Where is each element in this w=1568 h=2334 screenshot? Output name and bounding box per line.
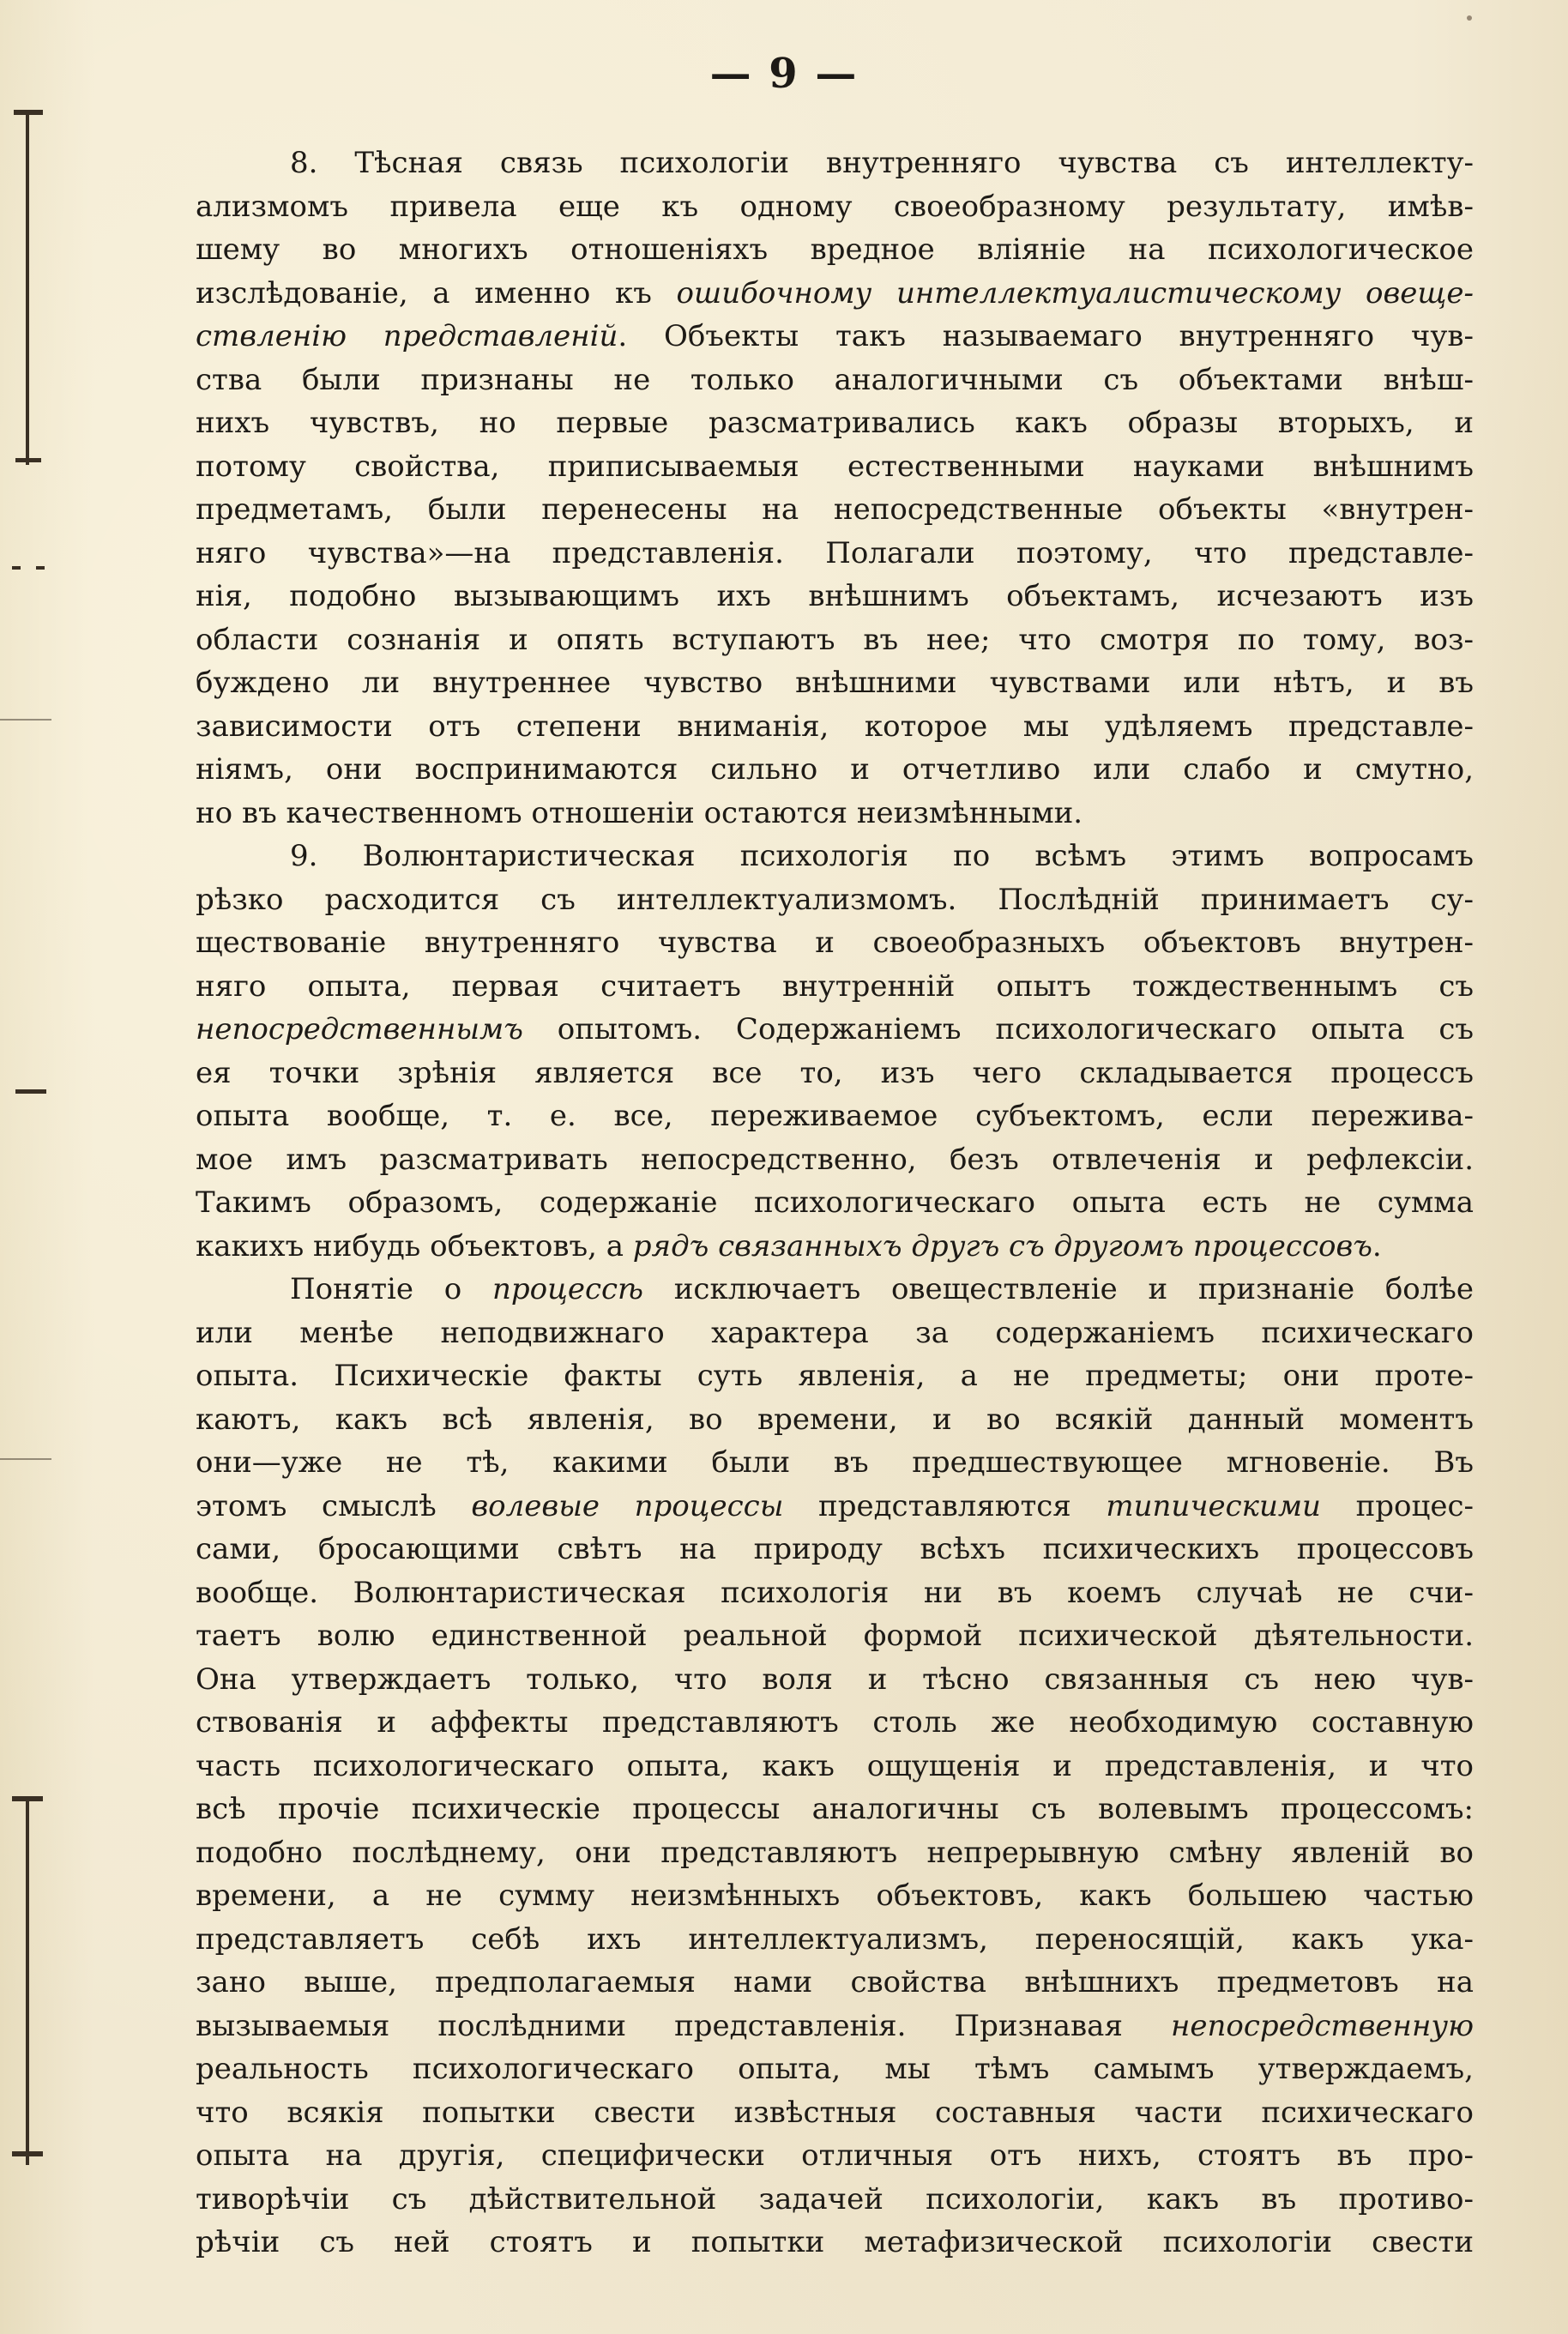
text-line [196,2221,1474,2265]
text-line [196,228,1474,272]
text-line [196,1138,1474,1182]
line-text: мое имъ разсматривать непосредственно, безъ отвлеченія и рефлексіи. [196,1142,1474,1177]
text-line [196,835,1474,878]
binding-mark [26,1796,29,2165]
line-text: 8. Тѣсная связь психологіи внутренняго чувства съ интеллекту- [290,146,1474,180]
line-text: реальность психологическаго опыта, мы тѣмъ самымъ утверждаемъ, [196,2052,1474,2086]
text-line [196,1441,1474,1485]
line-text: вообще. Волюнтаристическая психологія ни въ коемъ случаѣ не счи- [196,1575,1474,1610]
text-line [196,488,1474,532]
text-line [196,1918,1474,1962]
line-text: представляетъ себѣ ихъ интеллектуализмъ, переносящій, какъ ука- [196,1921,1474,1957]
text-line [196,272,1474,316]
text-line [196,1008,1474,1052]
text-line [196,401,1474,445]
binding-mark [0,1458,51,1460]
line-text: представляются [783,1488,1107,1523]
text-line [196,1874,1474,1918]
line-text: вызываемыя послѣдними представленія. Признавая [196,2008,1171,2043]
paragraph-p10 [196,1268,1474,2265]
text-line [196,661,1474,705]
line-text: опыта на другія, специфически отличныя отъ нихъ, стоятъ въ про- [196,2138,1474,2173]
italic-emphasis: процессѣ [492,1272,644,1306]
text-line [196,1181,1474,1225]
text-line [196,748,1474,792]
text-line [196,965,1474,1009]
line-text: опыта вообще, т. е. все, переживаемое субъектомъ, если пережива- [196,1099,1474,1133]
text-line [196,1485,1474,1529]
text-line [196,1831,1474,1875]
text-line [196,1312,1474,1355]
line-text: нихъ чувствъ, но первые разсматривались какъ образы вторыхъ, и [196,406,1474,440]
line-text: ніямъ, они воспринимаются сильно и отчетливо или слабо и смутно, [196,752,1474,787]
text-line [196,1095,1474,1138]
line-text: предметамъ, были перенесены на непосредственные объекты «внутрен- [196,492,1474,527]
line-text: времени, а не сумму неизмѣнныхъ объектовъ, какъ большею частью [196,1879,1474,1913]
line-text: ществованіе внутренняго чувства и своеобразныхъ объектовъ внутрен- [196,926,1474,960]
line-text: области сознанія и опять вступаютъ въ нее; что смотря по тому, воз- [196,622,1474,657]
text-line [196,1528,1474,1571]
text-line [196,142,1474,185]
text-line [196,1571,1474,1615]
text-line [196,1398,1474,1442]
line-text: потому свойства, приписываемыя естественными науками внѣшнимъ [196,449,1474,484]
binding-mark [15,1089,46,1094]
line-text: процес- [1320,1488,1474,1523]
text-line [196,532,1474,576]
binding-mark [12,2151,43,2156]
text-line [196,1052,1474,1095]
text-line [196,1225,1474,1269]
paragraph-p8 [196,142,1474,835]
line-text: они—уже не тѣ, какими были въ предшествующее мгновеніе. Въ [196,1445,1474,1480]
line-text: или менѣе неподвижнаго характера за содержаніемъ психическаго [196,1315,1474,1350]
text-line [196,1268,1474,1312]
text-line [196,315,1474,359]
binding-mark [12,1796,43,1801]
text-line [196,1961,1474,2005]
text-line [196,1745,1474,1788]
page-number: — 9 — [709,50,859,98]
line-text: что всякія попытки свести извѣстныя составныя части психическаго [196,2095,1474,2130]
line-text: буждено ли внутреннее чувство внѣшними чувствами или нѣтъ, и въ [196,666,1474,700]
line-text: рѣзко расходится съ интеллектуализмомъ. Послѣдній принимаетъ су- [196,882,1474,917]
line-text: рѣчіи съ ней стоятъ и попытки метафизической психологіи свести [196,2225,1474,2259]
text-line [196,1354,1474,1398]
line-text: няго чувства»—на представленія. Полагали поэтому, что представле- [196,535,1474,570]
text-line [196,1658,1474,1702]
binding-mark [0,719,51,721]
text-line [196,185,1474,229]
text-line [196,1614,1474,1658]
line-text: изслѣдованіе, а именно къ [196,275,677,311]
line-text: . [1372,1228,1382,1263]
binding-mark [14,110,43,115]
body-text [196,142,1474,2265]
line-text: этомъ смыслѣ [196,1488,472,1523]
italic-emphasis: волевые процессы [471,1488,784,1523]
line-text: ства были признаны не только аналогичными съ объектами внѣш- [196,362,1474,397]
line-text: исключаетъ овеществленіе и признаніе болѣе [643,1272,1474,1306]
line-text: шему во многихъ отношеніяхъ вредное вліяніе на психологическое [196,232,1474,267]
line-text: ствованія и аффекты представляютъ столь же необходимую составную [196,1705,1474,1740]
line-text: опытомъ. Содержаніемъ психологическаго опыта съ [522,1012,1474,1046]
text-line [196,2134,1474,2178]
italic-emphasis: непосредственную [1171,2008,1474,2043]
binding-mark [12,566,21,570]
line-text: ализмомъ привела еще къ одному своеобразному результату, имѣв- [196,189,1474,224]
line-text: . Объекты такъ называемаго внутренняго чув- [618,319,1474,353]
italic-emphasis: ошибочному интеллектуалистическому овеще- [676,275,1474,311]
text-line [196,705,1474,749]
text-line [196,359,1474,402]
text-line [196,1701,1474,1745]
line-text: каютъ, какъ всѣ явленія, во времени, и во всякій данный моментъ [196,1402,1474,1437]
text-line [196,2091,1474,2135]
line-text: Такимъ образомъ, содержаніе психологическаго опыта есть не сумма [196,1185,1474,1220]
text-line [196,575,1474,618]
italic-emphasis: ствленію представленій [196,319,618,353]
text-line [196,2048,1474,2091]
line-text: но въ качественномъ отношеніи остаются неизмѣнными. [196,795,1083,830]
line-text: Понятіе о [290,1272,492,1306]
italic-emphasis: рядъ связанныхъ другъ съ другомъ процессовъ [632,1228,1372,1263]
line-text: Она утверждаетъ только, что воля и тѣсно связанныя съ нею чув- [196,1662,1474,1697]
text-line [196,921,1474,965]
binding-mark [15,458,41,462]
line-text: зано выше, предполагаемыя нами свойства внѣшнихъ предметовъ на [196,1965,1474,1999]
text-line [196,2005,1474,2048]
line-text: всѣ прочіе психическіе процессы аналогичны съ волевымъ процессомъ: [196,1792,1474,1826]
line-text: тиворѣчіи съ дѣйствительной задачей психологіи, какъ въ противо- [196,2181,1474,2216]
italic-emphasis: непосредственнымъ [196,1012,523,1046]
paper-speck [1467,15,1472,21]
line-text: опыта. Психическіе факты суть явленія, а не предметы; они проте- [196,1359,1474,1393]
text-line [196,878,1474,922]
paragraph-p9 [196,835,1474,1268]
line-text: подобно послѣднему, они представляютъ непрерывную смѣну явленій во [196,1835,1474,1870]
binding-mark [26,113,29,465]
line-text: какихъ нибудь объектовъ, а [196,1228,633,1263]
line-text: 9. Волюнтаристическая психологія по всѣмъ этимъ вопросамъ [290,839,1474,873]
text-line [196,445,1474,489]
line-text: таетъ волю единственной реальной формой психической дѣятельности. [196,1619,1474,1653]
italic-emphasis: типическими [1106,1488,1321,1523]
line-text: зависимости отъ степени вниманія, которое мы удѣляемъ представле- [196,709,1474,744]
binding-mark [36,566,45,570]
line-text: ея точки зрѣнія является все то, изъ чего складывается процессъ [196,1055,1474,1090]
text-line [196,618,1474,662]
text-line [196,2178,1474,2222]
line-text: часть психологическаго опыта, какъ ощущенія и представленія, и что [196,1748,1474,1783]
line-text: нія, подобно вызывающимъ ихъ внѣшнимъ объектамъ, исчезаютъ изъ [196,579,1474,613]
line-text: сами, бросающими свѣтъ на природу всѣхъ психическихъ процессовъ [196,1532,1474,1566]
line-text: няго опыта, первая считаетъ внутренній опытъ тождественнымъ съ [196,968,1474,1004]
text-line [196,1788,1474,1831]
text-line [196,792,1474,835]
